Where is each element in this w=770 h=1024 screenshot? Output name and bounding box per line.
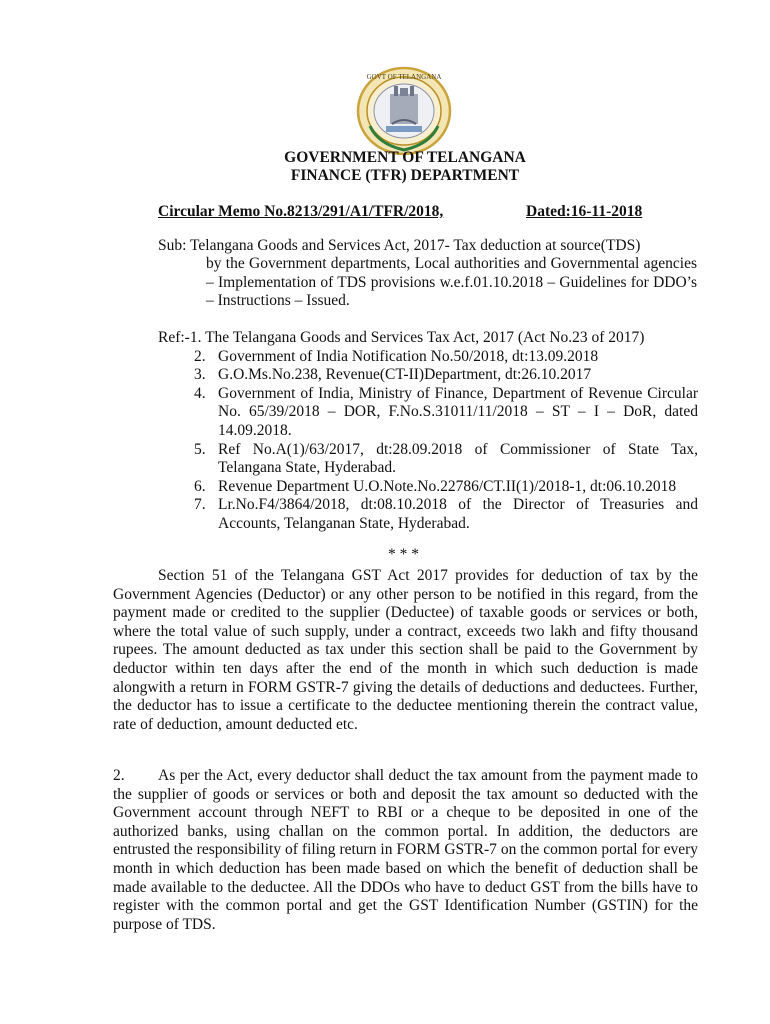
subject-label: Sub: bbox=[158, 237, 191, 254]
telangana-seal-icon bbox=[356, 66, 452, 156]
reference-number: 4. bbox=[194, 384, 206, 402]
reference-item-6 bbox=[158, 478, 698, 497]
reference-item-7 bbox=[158, 496, 698, 533]
body-paragraph-2 bbox=[113, 767, 698, 934]
reference-text: Lr.No.F4/3864/2018, dt:08.10.2018 of the Director of Treasuries and Accounts, Telanganan State, Hyderabad. bbox=[218, 496, 698, 532]
reference-item-2 bbox=[158, 348, 698, 367]
reference-text: G.O.Ms.No.238, Revenue(CT-II)Department, dt:26.10.2017 bbox=[218, 366, 592, 384]
subject-first-line bbox=[158, 237, 698, 256]
subject-text-rest: by the Government departments, Local authorities and Governmental agencies – Implementation of TDS provisions w.e.f.01.10.2018 – Guidelines for DDO’s – Instructions – Issued. bbox=[206, 255, 697, 310]
references-block bbox=[158, 329, 698, 534]
reference-text: Ref No.A(1)/63/2017, dt:28.09.2018 of Commissioner of State Tax, Telangana State, Hyderabad. bbox=[218, 440, 698, 477]
reference-item-5 bbox=[158, 441, 698, 478]
body-paragraph-1: Section 51 of the Telangana GST Act 2017 provides for deduction of tax by the Government Agencies (Deductor) or any other person to be notified in this regard, from the payment made or credited to the supplier (Deductee) of taxable goods or services or both, where the total value of such supply, under a contract, exceeds two lakh and fifty thousand rupees. The amount deducted as tax under this section shall be paid to the Government by deductor within ten days after the end of the month in which such deduction is made alongwith a return in FORM GSTR-7 giving the details of deductions and deductees. Further, the deductor has to issue a certificate to the deductee mentioning therein the contract value, rate of deduction, amount deducted etc. bbox=[113, 567, 698, 733]
reference-number: 2. bbox=[194, 347, 206, 365]
reference-number: 3. bbox=[194, 366, 206, 384]
circular-memo-number: Circular Memo No.8213/291/A1/TFR/2018, bbox=[158, 203, 444, 220]
reference-item-4 bbox=[158, 385, 698, 441]
reference-number: 5. bbox=[194, 440, 206, 458]
reference-number: 7. bbox=[194, 496, 206, 514]
reference-number: 6. bbox=[194, 477, 206, 495]
government-title: GOVERNMENT OF TELANGANA bbox=[284, 149, 526, 166]
seal-text: GOVT OF TELANGANA bbox=[366, 73, 442, 81]
subject-text-line1: Telangana Goods and Services Act, 2017- Tax deduction at source(TDS) bbox=[190, 237, 641, 254]
reference-item-3 bbox=[158, 366, 698, 385]
circular-memo-date: Dated:16-11-2018 bbox=[526, 203, 643, 220]
reference-item-1: Ref:-1. The Telangana Goods and Services Tax Act, 2017 (Act No.23 of 2017) bbox=[158, 329, 645, 346]
department-title: FINANCE (TFR) DEPARTMENT bbox=[290, 167, 520, 184]
reference-text: Government of India, Ministry of Finance, Department of Revenue Circular No. 65/39/2018 – DOR, F.No.S.31011/11/2018 – ST – I – DoR, dated 14.09.2018. bbox=[218, 384, 698, 439]
paragraph-text: As per the Act, every deductor shall deduct the tax amount from the payment made to the supplier of goods or services or both and deposit the tax amount so deducted with the Government account through NEFT to RBI or a cheque to be deposited in one of the authorized banks, using challan on the common portal. In addition, the deductors are entrusted the responsibility of filing return in FORM GSTR-7 on the common portal for every month in which deduction has been made based on which the benefit of deduction shall be made available to the deductee. All the DDOs who have to deduct GST from the bills have to register with the common portal and get the GST Identification Number (GSTIN) for the purpose of TDS. bbox=[113, 767, 698, 933]
reference-text: Revenue Department U.O.Note.No.22786/CT.II(1)/2018-1, dt:06.10.2018 bbox=[218, 477, 677, 495]
paragraph-number: 2. bbox=[113, 767, 125, 784]
section-separator: * * * bbox=[388, 546, 419, 563]
reference-text: Government of India Notification No.50/2018, dt:13.09.2018 bbox=[218, 347, 599, 365]
